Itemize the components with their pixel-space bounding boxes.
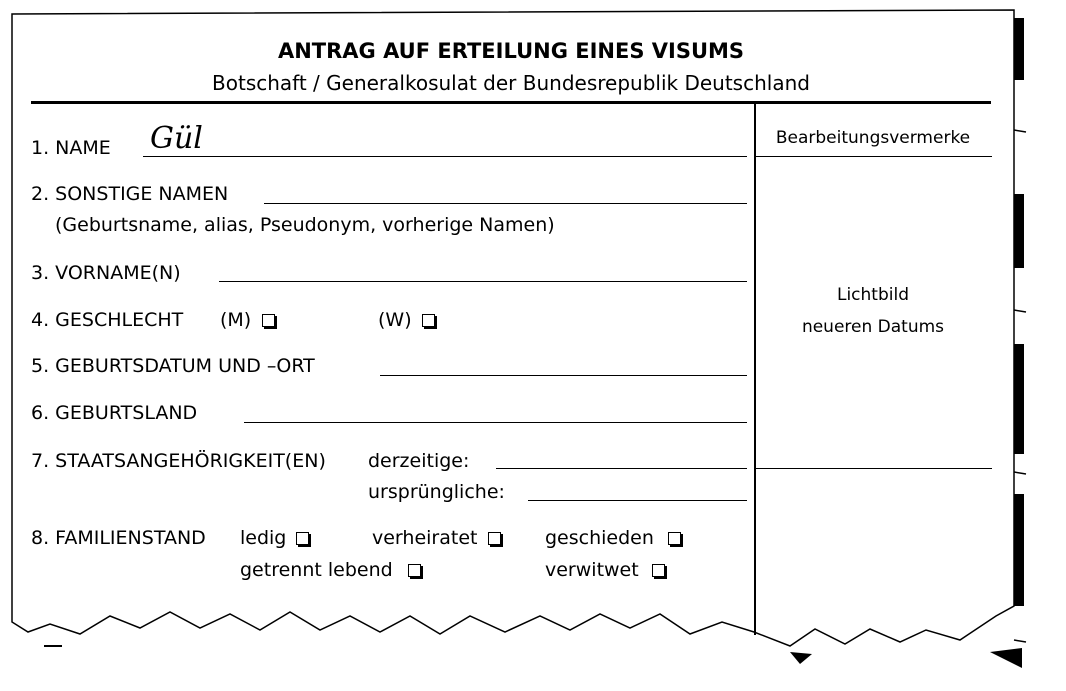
nationality-current-label: derzeitige:: [368, 450, 470, 472]
birth-date-place-line: [380, 375, 747, 376]
form-title: ANTRAG AUF ERTEILUNG EINES VISUMS: [277, 39, 745, 63]
marital-getrennt-label: getrennt lebend: [240, 559, 393, 581]
sex-option-w-label: (W): [378, 309, 412, 331]
first-names-line: [219, 281, 747, 282]
name-handwritten-value[interactable]: Gül: [150, 121, 203, 156]
other-names-line: [264, 203, 747, 204]
nationality-current-line: [496, 468, 747, 469]
form-subtitle: Botschaft / Generalkosulat der Bundesrepublik Deutschland: [212, 71, 810, 95]
sex-option-m-label: (M): [220, 309, 252, 331]
marital-verwitwet-label: verwitwet: [545, 559, 639, 581]
marital-geschieden-checkbox[interactable]: [668, 532, 681, 545]
marital-ledig-label: ledig: [240, 527, 287, 549]
nationality-original-label: ursprüngliche:: [368, 481, 505, 503]
marital-ledig-checkbox[interactable]: [296, 532, 309, 545]
sex-w-checkbox[interactable]: [422, 314, 435, 327]
nationality-label: 7. STAATSANGEHÖRIGKEIT(EN): [31, 450, 326, 472]
marital-getrennt-checkbox[interactable]: [408, 564, 421, 577]
photo-label-line2: neueren Datums: [801, 317, 945, 337]
name-label: 1. NAME: [31, 137, 111, 159]
photo-label-line1: Lichtbild: [836, 285, 909, 305]
other-names-label: 2. SONSTIGE NAMEN: [31, 183, 229, 205]
marital-verwitwet-checkbox[interactable]: [652, 564, 665, 577]
birth-country-label: 6. GEBURTSLAND: [31, 402, 198, 424]
marital-verheiratet-label: verheiratet: [372, 527, 478, 549]
photo-box: [756, 157, 990, 469]
sex-m-checkbox[interactable]: [262, 314, 275, 327]
first-names-label: 3. VORNAME(N): [31, 262, 181, 284]
marital-verheiratet-checkbox[interactable]: [488, 532, 501, 545]
header-rule: [31, 101, 991, 104]
sex-label: 4. GESCHLECHT: [31, 309, 184, 331]
birth-date-place-label: 5. GEBURTSDATUM UND –ORT: [31, 355, 315, 377]
photo-box-rule: [756, 468, 992, 469]
name-line: [143, 156, 747, 157]
marital-status-label: 8. FAMILIENSTAND: [31, 527, 206, 549]
sidebar-heading: Bearbeitungsvermerke: [775, 128, 971, 148]
other-names-hint: (Geburtsname, alias, Pseudonym, vorherige Namen): [55, 214, 555, 236]
nationality-original-line: [528, 500, 747, 501]
marital-geschieden-label: geschieden: [545, 527, 654, 549]
birth-country-line: [244, 422, 747, 423]
